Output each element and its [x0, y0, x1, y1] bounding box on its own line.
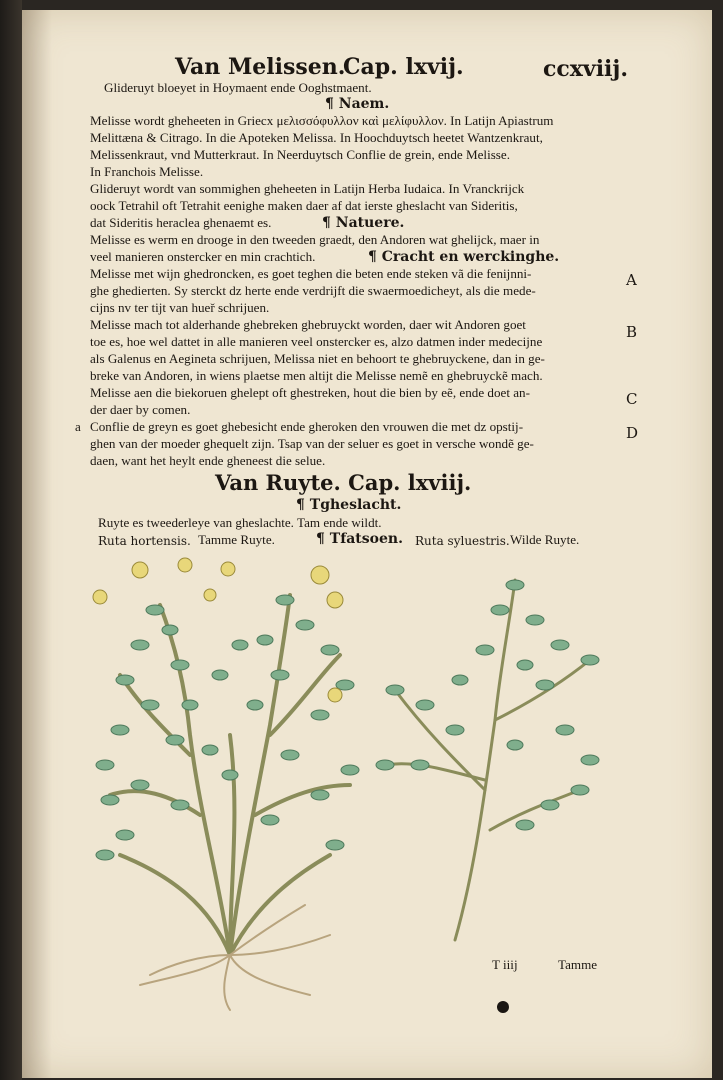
cracht-line-8: Melisse aen die biekoruen ghelept oft ghestreken, hout die bien by eẽ, ende doet an-: [90, 385, 530, 400]
cracht-line-4: Melisse mach tot alderhande ghebreken ghebruyckt worden, daer wit Andoren goet: [90, 317, 526, 332]
caption-right-latin: Ruta syluestris.: [415, 534, 510, 548]
margin-letter-c: C: [626, 390, 638, 408]
natuere-heading: ¶ Natuere.: [322, 215, 405, 231]
naem-line-5: Glideruyt wordt van sommighen gheheeten in Latijn Herba Iudaica. In Vranckrijck: [90, 181, 525, 196]
cracht-line-5: toe es, hoe wel dattet in alle manieren veel onstercker es, alzo datmen inder medecijne: [90, 334, 543, 349]
catchword: Tamme: [558, 957, 598, 972]
signature-mark: T iiij: [492, 957, 518, 972]
gheslacht-line: Ruyte es tweederleye van gheslachte. Tam ende wildt.: [98, 515, 382, 530]
margin-letter-d: D: [626, 424, 639, 442]
margin-letter-a: A: [626, 271, 637, 289]
cracht-heading: ¶ Cracht en werckinghe.: [368, 249, 560, 265]
chapter-number: Cap. lxvij.: [343, 54, 464, 80]
cracht-line-9: der daer by comen.: [90, 402, 191, 417]
cracht-line-11: ghen van der moeder ghequelt zijn. Tsap van der seluer es goet in versche wondẽ ge-: [90, 436, 534, 451]
cracht-line-2: ghe ghedierten. Sy sterckt dz herte ende verdrijft die swaermoedicheyt, als die mede-: [90, 283, 536, 298]
naem-line-7: dat Sideritis heraclea ghenaemt es.: [90, 215, 272, 230]
naem-line-1: Melisse wordt gheheeten in Griecx μελισσόφυλλον καὶ μελίφυλλον. In Latijn Apiastrum: [90, 113, 554, 128]
wilde-ruyte-illustration: [365, 570, 615, 950]
margin-letter-b: B: [626, 323, 638, 341]
naem-line-2: Melittæna & Citrago. In die Apoteken Melissa. In Hoochduytsch heetet Wantzenkraut,: [90, 130, 543, 145]
caption-left-latin: Ruta hortensis.: [98, 534, 191, 548]
natuere-line-1: Melisse es werm en drooge in den tweeden graedt, den Andoren wat ghelijck, maer in: [90, 232, 540, 247]
margin-mark: a: [75, 419, 81, 434]
gheslacht-heading: ¶ Tgheslacht.: [296, 497, 402, 513]
cracht-line-10: Conflie de greyn es goet ghebesicht ende gheroken den vrouwen die met dz opstij-: [90, 419, 524, 434]
cracht-line-6: als Galenus en Aegineta schrijuen, Melissa niet en behoort te ghebruyckene, dan in ge-: [90, 351, 545, 366]
naem-heading: ¶ Naem.: [325, 96, 390, 112]
natuere-line-2: veel manieren onstercker en min crachtich.: [90, 249, 316, 264]
cracht-line-12: daen, want het heylt ende gheneest die selue.: [90, 453, 326, 468]
running-title: Van Melissen.: [175, 54, 346, 80]
book-edge: [0, 0, 22, 1080]
fatsoen-heading: ¶ Tfatsoen.: [316, 531, 403, 547]
chapter-title-ruyte: Van Ruyte. Cap. lxviij.: [215, 470, 472, 495]
cracht-line-1: Melisse met wijn ghedroncken, es goet teghen die beten ende steken vã die fenijnni-: [90, 266, 532, 281]
folio-number: ccxviij.: [543, 56, 629, 82]
worm-hole: [497, 1001, 509, 1013]
cracht-line-7: breke van Andoren, in wiens plaetse men altijt die Melisse nemẽ en ghebruyckẽ mach.: [90, 368, 543, 383]
naem-line-4: In Franchois Melisse.: [90, 164, 204, 179]
caption-right: Wilde Ruyte.: [510, 532, 580, 547]
gutter-shadow: [22, 10, 52, 1078]
bloom-line: Glideruyt bloeyet in Hoymaent ende Ooghstmaent.: [104, 80, 372, 95]
naem-line-6: oock Tetrahil oft Tetrahit eenighe maken daer af dat ierste gheslacht van Sideritis,: [90, 198, 518, 213]
caption-left: Tamme Ruyte.: [198, 532, 275, 547]
cracht-line-3: cijns nv ter tijt van hueř schrijuen.: [90, 300, 270, 315]
tamme-ruyte-illustration: [80, 555, 380, 1015]
naem-line-3: Melissenkraut, vnd Mutterkraut. In Neerduytsch Conflie de grein, ende Melisse.: [90, 147, 510, 162]
